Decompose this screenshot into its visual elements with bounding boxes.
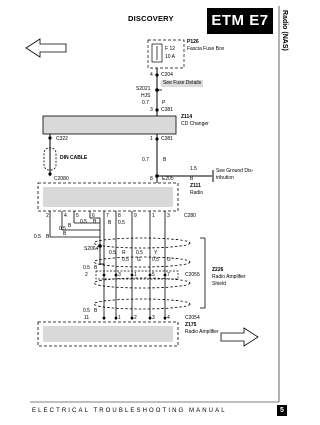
- page-number: 5: [277, 405, 287, 416]
- shield-wire-size: 0.5: [122, 257, 129, 263]
- shield-wire-color: R: [122, 250, 126, 256]
- din-connector-bottom: C2080: [54, 176, 69, 182]
- wire-size: 0.7: [142, 100, 149, 106]
- c2055-wire-size: 0.5: [83, 265, 90, 271]
- c280-pin: 3: [167, 213, 170, 219]
- amplifier-name: Radio Amplifier: [185, 329, 219, 335]
- c280-pin: 9: [134, 213, 137, 219]
- ground-wire-size: 0.7: [142, 157, 149, 163]
- cd-changer-pin: 3: [150, 107, 153, 113]
- shield-wire-color: U: [167, 257, 171, 263]
- c280-pin: 2: [46, 213, 49, 219]
- fuse-box-name: Fascia Fuse Box: [187, 46, 225, 52]
- radio-id: Z111: [190, 183, 201, 189]
- c2055-pin: 1: [134, 272, 137, 278]
- ground-wire-color: B: [163, 157, 167, 163]
- see-fuse-details-link[interactable]: See Fuse Details: [163, 80, 202, 86]
- c280-pin: 6: [92, 213, 95, 219]
- c2054-wire-color: B: [94, 308, 98, 314]
- c280-pin: 8: [118, 213, 121, 219]
- c2054-connector: C2054: [185, 315, 200, 321]
- wire-color: B: [93, 219, 97, 225]
- page-title: DISCOVERY: [128, 14, 174, 23]
- shield-ellipses: [94, 238, 190, 309]
- splice-id: S2021: [136, 86, 151, 92]
- c2054-pin: 3: [152, 315, 155, 321]
- c280-pin: 7: [106, 213, 109, 219]
- c2055-pin: 5: [152, 272, 155, 278]
- c2055-pin: 2: [85, 272, 88, 278]
- wire-size: 0.5: [118, 220, 125, 226]
- shield-wire-color: Y: [154, 250, 158, 256]
- c2054-pin: 2: [134, 315, 137, 321]
- fuse-box-id: P126: [187, 39, 199, 45]
- see-ground-distribution-link-2[interactable]: tribution: [216, 175, 234, 181]
- cd-changer-name: CD Changer: [181, 121, 209, 127]
- fuse-pin: 4: [150, 72, 153, 78]
- c280-pin: 1: [152, 213, 155, 219]
- wire-size: 0.5: [80, 219, 87, 225]
- connector-c204-pin: [155, 73, 158, 76]
- connector-c204: C204: [161, 72, 173, 78]
- wire-color: B: [46, 234, 50, 240]
- ground-connector: E205: [162, 176, 174, 182]
- c2055-pin: 7: [167, 272, 170, 278]
- ground-color: B: [190, 176, 194, 182]
- splice-s2064-label: S2064: [84, 246, 99, 252]
- din-connector-top: C322: [56, 136, 68, 142]
- amp-shield-name: Radio Amplifier: [212, 274, 246, 280]
- cd-out-pin: 1: [150, 136, 153, 142]
- ground-pin: 8: [150, 176, 153, 182]
- shield-wire-size: 0.5: [152, 257, 159, 263]
- wire-color: B: [63, 231, 67, 237]
- splice-type: HJS: [141, 93, 151, 99]
- side-title: Radio (NAS): [281, 10, 288, 51]
- c280-pin: 4: [64, 213, 67, 219]
- radio-name: Radio: [190, 190, 204, 196]
- amp-shield-name-2: Shield: [212, 281, 226, 287]
- c280-connector: C280: [184, 213, 196, 219]
- amp-shield-id: Z226: [212, 267, 224, 273]
- cd-out-connector: C381: [161, 136, 173, 142]
- next-page-arrow-icon[interactable]: [221, 328, 258, 346]
- connector-c381-pin: [155, 108, 158, 111]
- c2055-wire-color: B: [94, 265, 98, 271]
- shield-wire-color: G: [137, 257, 141, 263]
- shield-wire-size: 0.5: [109, 250, 116, 256]
- wire-color: B: [68, 223, 72, 229]
- c2055-connector: C2055: [185, 272, 200, 278]
- wire-color: P: [162, 100, 166, 106]
- fuse-rating: 10 A: [165, 54, 176, 60]
- prev-page-arrow-icon[interactable]: [26, 39, 66, 57]
- section-code: E7: [249, 12, 269, 29]
- c2055-pin: 3: [118, 272, 121, 278]
- c2054-pin: 4: [167, 315, 170, 321]
- wire-size: 0.5: [59, 226, 66, 232]
- cd-changer-id: Z114: [181, 114, 193, 120]
- wire-color: B: [108, 220, 112, 226]
- cd-changer-body: [43, 116, 176, 134]
- c280-pin: 5: [76, 213, 79, 219]
- shield-wire-size: 0.5: [136, 250, 143, 256]
- etm-label: ETM: [211, 12, 245, 29]
- ground-wire-size-2: 1.5: [190, 166, 197, 172]
- see-ground-distribution-link[interactable]: See Ground Dis-: [216, 168, 254, 174]
- wire-size: 0.5: [34, 234, 41, 240]
- c2054-pin: 11: [84, 315, 90, 321]
- footer-manual-title: ELECTRICAL TROUBLESHOOTING MANUAL: [32, 408, 227, 414]
- c2054-pin: 1: [118, 315, 121, 321]
- din-cable-label: DIN CABLE: [60, 155, 88, 161]
- amplifier-id: Z175: [185, 322, 197, 328]
- cd-changer-connector: C381: [161, 107, 173, 113]
- fuse-number: F 12: [165, 46, 176, 52]
- c2054-wire-size: 0.5: [83, 308, 90, 314]
